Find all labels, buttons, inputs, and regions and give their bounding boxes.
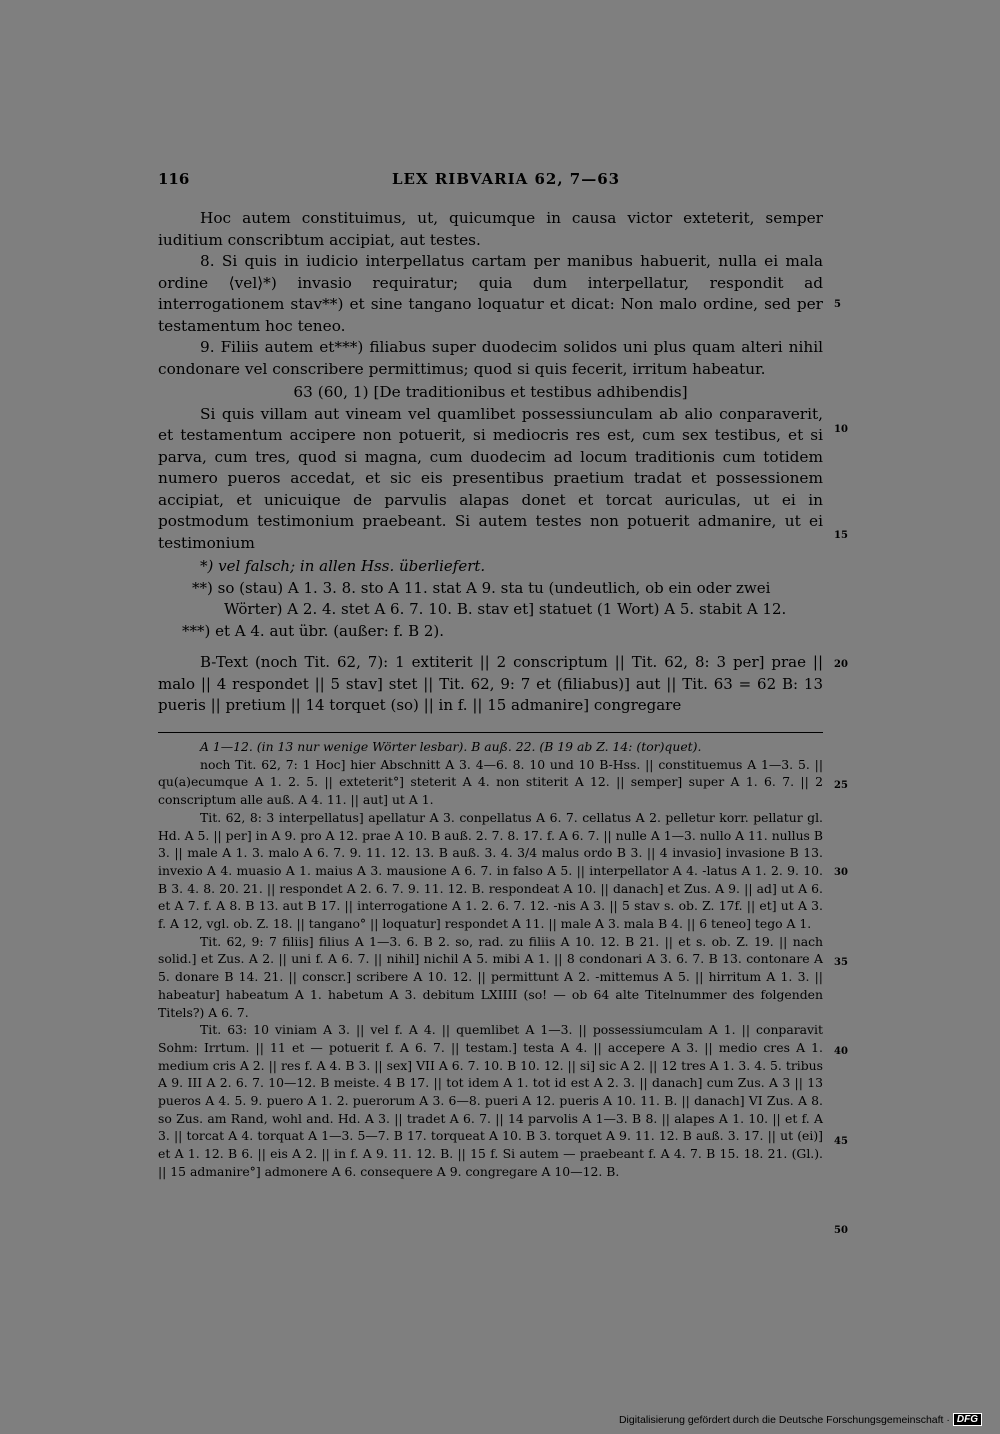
apparatus-paragraph: Tit. 62, 9: 7 filiis] filius A 1—3. 6. B 2. so, rad. zu filiis A 10. 12. B 21. || et s. ob. Z. 19. || nach solid.] et Zus. A 2. || uni f. A 6. 7. || nihil] nichil A 5. mibi A 1. || 8 condonari A 3. 6. 7. B 13. contonare A 5. donare B 14. 21. || conscr.] scribere A 10. 12. || permittunt A 2. -mittemus A 5. || hirritum A 1. 3. || habeatur] habeatum A 1. habetum A 3. debitum LXIIII (so! — ob 64 alte Titelnummer des folgenden Titels?) A 6. 7. <box>158 933 823 1020</box>
line-number: 20 <box>834 659 848 670</box>
apparatus-paragraph: A 1—12. (in 13 nur wenige Wörter lesbar). B auß. 22. (B 19 ab Z. 14: (tor)quet). <box>200 739 702 754</box>
line-number: 5 <box>834 299 841 310</box>
apparatus-paragraph: Tit. 62, 8: 3 interpellatus] apellatur A 3. conpellatus A 6. 7. cellatus A 2. pelletur korr. pellatur gl. Hd. A 5. || per] in A 9. pro A 12. prae A 10. B auß. 2. 7. 8. 17. f. A 6. 7. || nulle A 1—3. nullo A 11. nullus B 3. || male A 1. 3. malo A 6. 7. 9. 11. 12. 13. B auß. 3. 4. 3/4 malus ordo B 3. || 4 invasio] invasione B 13. invexio A 4. muasio A 1. maius A 3. mausione A 6. 7. in falso A 5. || interpellator A 4. -latus A 1. 2. 9. 10. B 3. 4. 8. 20. 21. || respondet A 2. 6. 7. 9. 11. 12. B. respondeat A 10. || danach] et Zus. A 9. || ad] ut A 6. et A 7. f. A 8. B 13. aut B 17. || interrogatione A 1. 2. 6. 7. 12. -nis A 3. || 5 stav s. ob. Z. 17f. || et] ut A 3. f. A 12, vgl. ob. Z. 18. || tangano° || loquatur] respondet A 11. || male A 3. mala B 4. || 6 teneo] tego A 1. <box>158 809 823 932</box>
apparatus <box>158 738 823 1181</box>
divider <box>158 732 823 733</box>
dfg-logo: DFG <box>953 1413 982 1426</box>
footer-text: Digitalisierung gefördert durch die Deutsche Forschungsgemeinschaft · <box>618 1413 950 1426</box>
main-text <box>158 208 823 554</box>
footnotes <box>158 556 823 642</box>
paragraph: Hoc autem constituimus, ut, quicumque in causa victor exteterit, semper iuditium conscribtum accipiat, aut testes. <box>158 209 823 249</box>
line-number: 15 <box>834 530 848 541</box>
line-number: 35 <box>834 957 848 968</box>
section-heading: 63 (60, 1) [De traditionibus et testibus adhibendis] <box>293 383 688 401</box>
apparatus-paragraph: Tit. 63: 10 viniam A 3. || vel f. A 4. || quemlibet A 1—3. || possessiumculam A 1. || conparavit Sohm: Irrtum. || 11 et — potuerit f. A 6. 7. || testam.] testa A 4. || accepere A 3. || medio cres A 1. medium cris A 2. || res f. A 4. B 3. || sex] VII A 6. 7. 10. B 10. 12. || si] sic A 2. || 12 tres A 1. 3. 4. 5. tribus A 9. III A 2. 6. 7. 10—12. B meiste. 4 B 17. || tot idem A 1. tot id est A 2. 3. || danach] cum Zus. A 3 || 13 pueros A 4. 5. 9. puero A 1. 2. puerorum A 3. 6—8. pueri A 12. pueris A 10. 11. B. || danach] VI Zus. A 8. so Zus. am Rand, wohl and. Hd. A 3. || tradet A 6. 7. || 14 parvolis A 1—3. B 8. || alapes A 1. 10. || et f. A 3. || torcat A 4. torquat A 1—3. 5—7. B 17. torqueat A 10. B 3. torquet A 9. 11. 12. B auß. 3. 17. || ut (ei)] et A 1. 12. B 6. || eis A 2. || in f. A 9. 11. 12. B. || 15 f. Si autem — praebeant f. A 4. 7. B 15. 18. 21. (Gl.). || 15 admanire°] admonere A 6. consequere A 9. congregare A 10—12. B. <box>158 1022 823 1179</box>
line-number: 50 <box>834 1225 848 1236</box>
line-number: 40 <box>834 1046 848 1057</box>
footnote: **) so (stau) A 1. 3. 8. sto A 11. stat A 9. sta tu (undeutlich, ob ein oder zwei Wörter) A 2. 4. stet A 6. 7. 10. B. stav et] statuet (1 Wort) A 5. stabit A 12. <box>192 578 787 618</box>
line-number: 10 <box>834 424 848 435</box>
apparatus-paragraph: noch Tit. 62, 7: 1 Hoc] hier Abschnitt A 3. 4—6. 8. 10 und 10 B-Hss. || constituemus A 1—3. 5. || qu(a)ecumque A 1. 2. 5. || exteterit°] steterit A 4. non stiterit A 12. || semper] super A 1. 6. 7. || 2 conscriptum alle auß. A 4. 11. || aut] ut A 1. <box>158 756 823 808</box>
line-number: 30 <box>834 867 848 878</box>
line-number: 25 <box>834 780 848 791</box>
paragraph: 8. Si quis in iudicio interpellatus cartam per manibus habuerit, nulla ei mala ordine ⟨vel⟩*) invasio requiratur; quia dum interpellatur, respondit ad interrogationem stav**) et sine tangano loquatur et dicat: Non malo ordine, sed per testamentum hoc teneo. <box>158 252 823 335</box>
b-text-paragraph: B-Text (noch Tit. 62, 7): 1 extiterit || 2 conscriptum || Tit. 62, 8: 3 per] prae || malo || 4 respondet || 5 stav] stet || Tit. 62, 9: 7 et (filiabus)] aut || Tit. 63 = 62 B: 13 pueris || pretium || 14 torquet (so) || in f. || 15 admanire] congregare <box>158 653 823 714</box>
paragraph: 9. Filiis autem et***) filiabus super duodecim solidos uni plus quam alteri nihil condonare vel conscribere permittimus; quod si quis fecerit, irritum habeatur. <box>158 338 823 378</box>
running-title: LEX RIBVARIA 62, 7—63 <box>392 170 621 188</box>
page-number: 116 <box>158 170 190 188</box>
line-number: 45 <box>834 1136 848 1147</box>
footnote: ***) et A 4. aut übr. (außer: f. B 2). <box>182 621 445 640</box>
b-text <box>158 652 823 717</box>
footnote: *) vel falsch; in allen Hss. überliefert. <box>200 557 486 575</box>
funding-footer <box>619 1413 982 1426</box>
paragraph: Si quis villam aut vineam vel quamlibet possessiunculam ab alio conparaverit, et testamentum accipere non potuerit, si mediocris res est, cum sex testibus, et si parva, cum tres, quod si magna, cum duodecim ad locum traditionis cum totidem numero pueros accedat, et sic eis presentibus praetium tradat et possessionem accipiat, et unicuique de parvulis alapas donet et torcat auriculas, ut ei in postmodum testimonium praebeant. Si autem testes non potuerit admanire, ut ei testimonium <box>158 404 823 552</box>
